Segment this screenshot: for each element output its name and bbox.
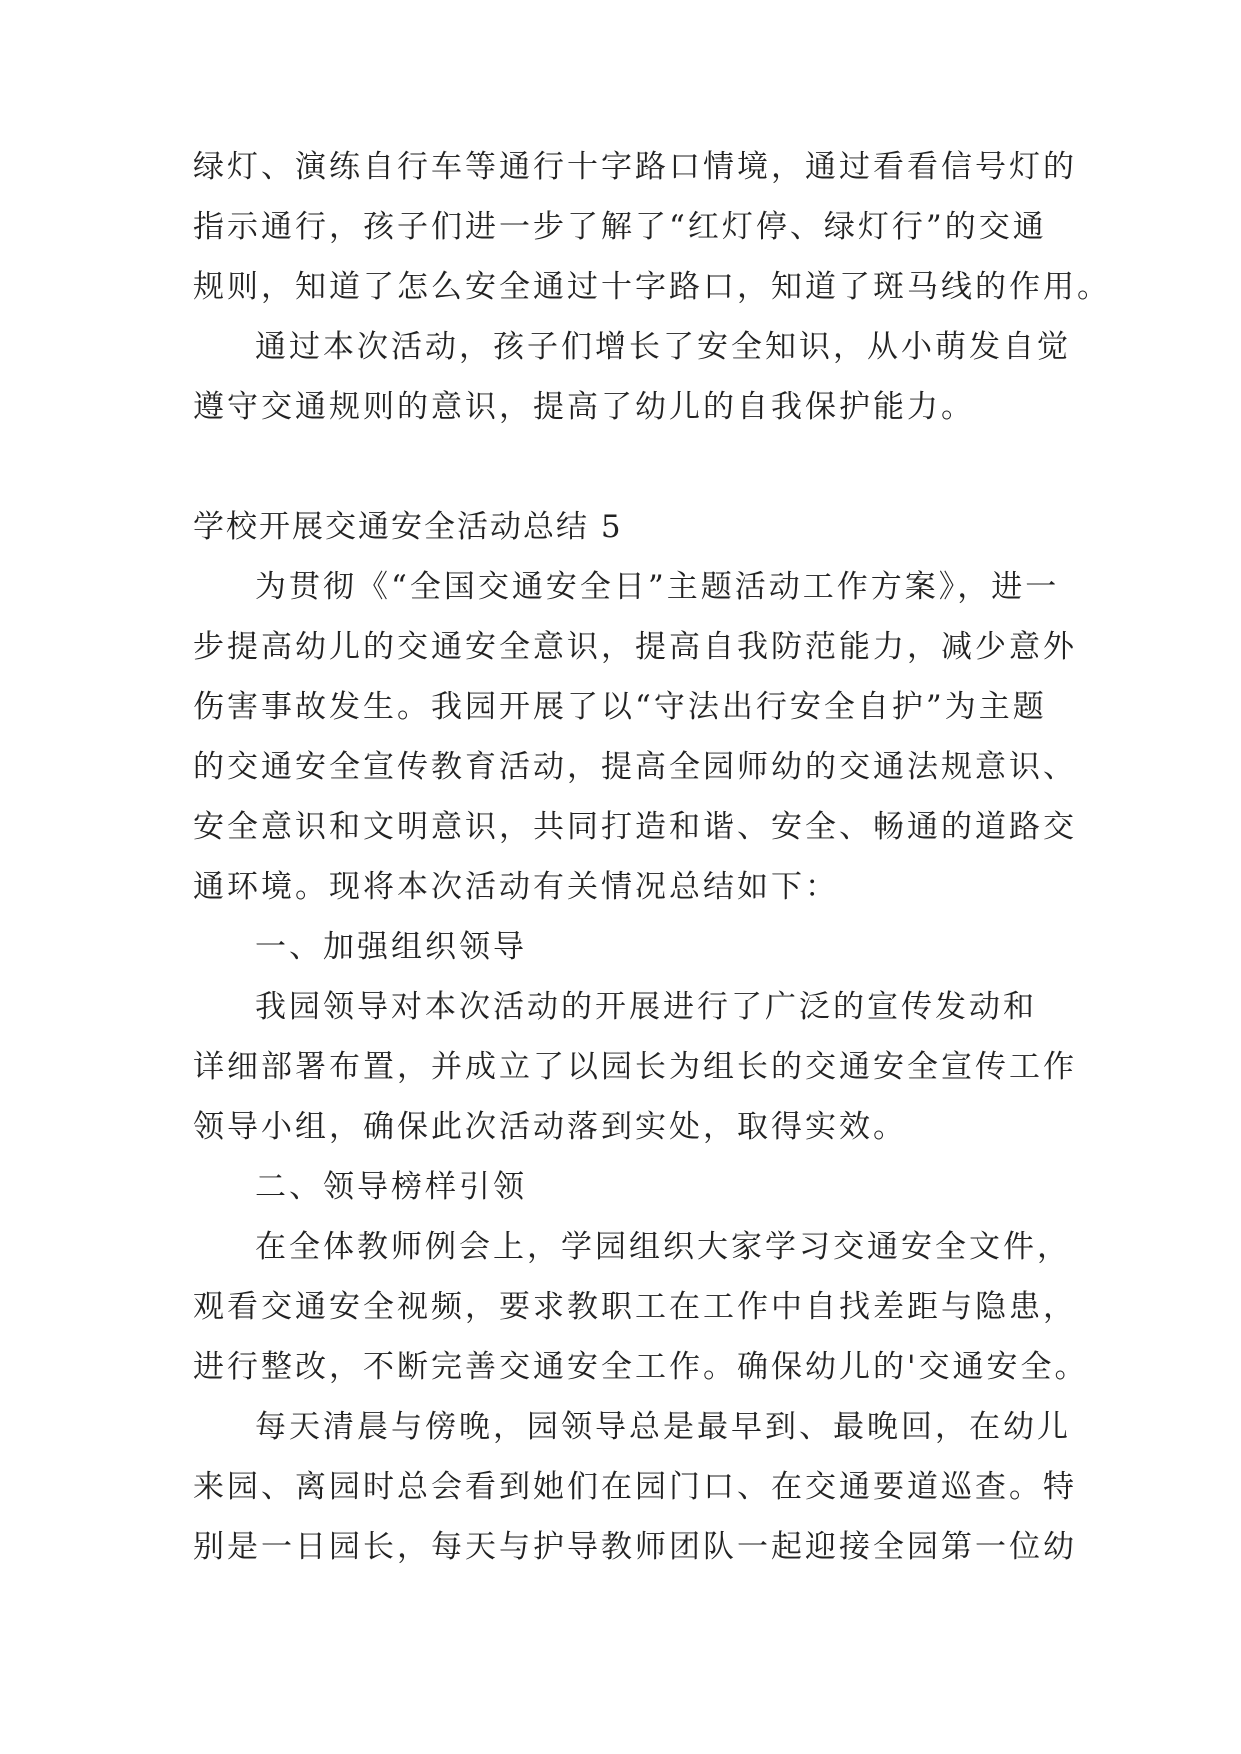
section-title: 学校开展交通安全活动总结 5 (193, 509, 623, 545)
text-line: 安全意识和文明意识，共同打造和谐、安全、畅通的道路交 (193, 809, 1077, 845)
subheading: 二、领导榜样引领 (255, 1169, 527, 1205)
text-line: 遵守交通规则的意识，提高了幼儿的自我保护能力。 (193, 389, 975, 425)
text-line: 详细部署布置，并成立了以园长为组长的交通安全宣传工作 (193, 1049, 1077, 1085)
text-line: 为贯彻《“全国交通安全日”主题活动工作方案》，进一 (255, 569, 1060, 605)
subheading: 一、加强组织领导 (255, 929, 527, 965)
text-line: 每天清晨与傍晚，园领导总是最早到、最晚回，在幼儿 (255, 1409, 1071, 1445)
text-line: 绿灯、演练自行车等通行十字路口情境，通过看看信号灯的 (193, 149, 1077, 185)
text-line: 我园领导对本次活动的开展进行了广泛的宣传发动和 (255, 989, 1037, 1025)
text-line: 通过本次活动，孩子们增长了安全知识，从小萌发自觉 (255, 329, 1071, 365)
text-line: 来园、离园时总会看到她们在园门口、在交通要道巡查。特 (193, 1469, 1077, 1505)
text-line: 步提高幼儿的交通安全意识，提高自我防范能力，减少意外 (193, 629, 1077, 665)
text-line: 规则，知道了怎么安全通过十字路口，知道了斑马线的作用。 (193, 269, 1111, 305)
text-line: 指示通行，孩子们进一步了解了“红灯停、绿灯行”的交通 (193, 209, 1047, 245)
text-line: 的交通安全宣传教育活动，提高全园师幼的交通法规意识、 (193, 749, 1077, 785)
section-body (193, 497, 1089, 1577)
text-line: 伤害事故发生。我园开展了以“守法出行安全自护”为主题 (193, 689, 1047, 725)
text-line: 进行整改，不断完善交通安全工作。确保幼儿的'交通安全。 (193, 1349, 1089, 1385)
continued-text (193, 137, 1111, 437)
text-line: 在全体教师例会上，学园组织大家学习交通安全文件， (255, 1229, 1071, 1265)
text-line: 领导小组，确保此次活动落到实处，取得实效。 (193, 1109, 907, 1145)
text-line: 观看交通安全视频，要求教职工在工作中自找差距与隐患， (193, 1289, 1077, 1325)
text-line: 通环境。现将本次活动有关情况总结如下： (193, 869, 839, 905)
text-line: 别是一日园长，每天与护导教师团队一起迎接全园第一位幼 (193, 1529, 1077, 1565)
